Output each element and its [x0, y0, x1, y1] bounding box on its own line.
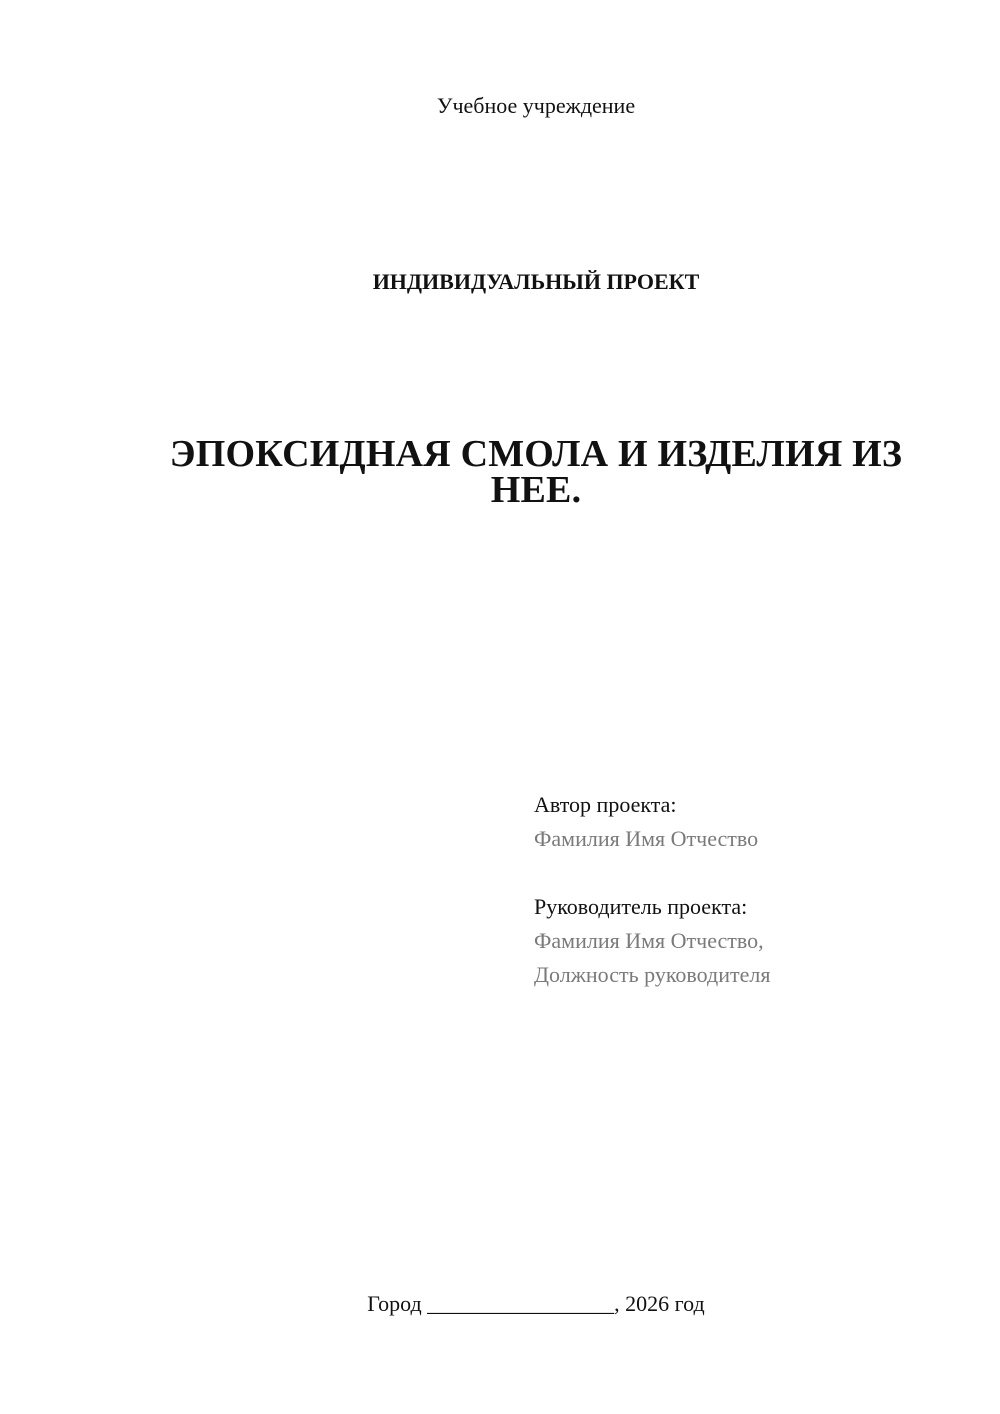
- author-name: Фамилия Имя Отчество: [534, 826, 759, 851]
- project-title: [150, 433, 922, 511]
- project-title-line-1: ЭПОКСИДНАЯ СМОЛА И ИЗДЕЛИЯ ИЗ: [169, 433, 903, 475]
- city-year-line: Город _________________, 2026 год: [367, 1291, 705, 1316]
- project-credits: [534, 788, 974, 992]
- author-label: Автор проекта:: [534, 792, 677, 817]
- institution-name: Учебное учреждение: [436, 93, 636, 118]
- supervisor-name: Фамилия Имя Отчество,: [534, 928, 764, 953]
- supervisor-position: Должность руководителя: [534, 962, 771, 987]
- project-title-line-2: НЕЕ.: [490, 469, 582, 511]
- project-type-heading: ИНДИВИДУАЛЬНЫЙ ПРОЕКТ: [372, 269, 700, 294]
- supervisor-label: Руководитель проекта:: [534, 894, 748, 919]
- credits-spacer: [534, 856, 974, 890]
